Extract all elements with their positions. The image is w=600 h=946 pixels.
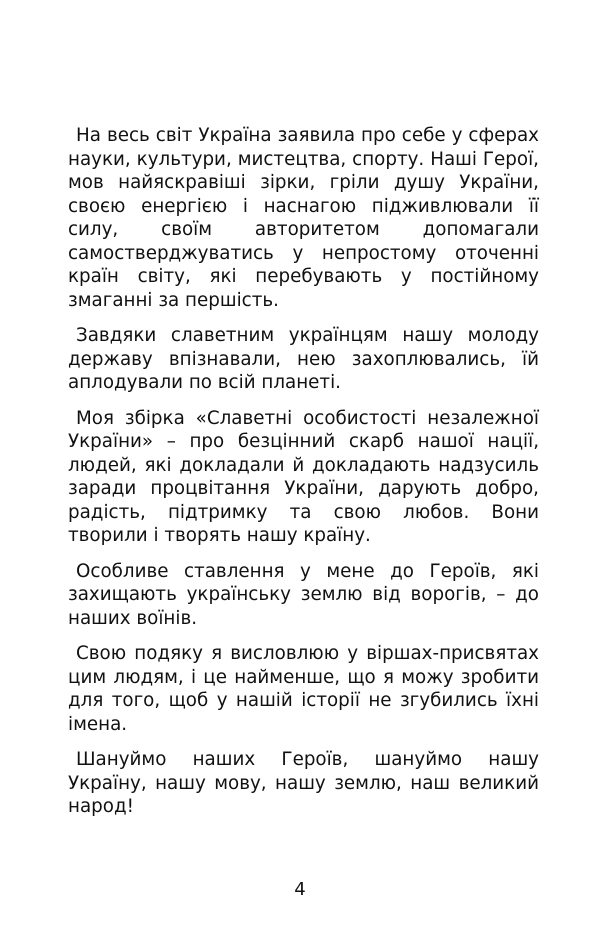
main-text <box>68 124 539 831</box>
paragraph-1: На весь світ Україна заявила про себе у сферах науки, культури, мистецтва, спорту. Наші Герої, мов найяскравіші зірки, гріли душу України, своєю енергією і наснагою підживлювали її силу, своїм авторитетом допомагали самостверджуватись у непростому оточенні країн світу, які перебувають у постійному змаганні за першість. <box>68 125 539 311</box>
paragraph-2: Завдяки славетним українцям нашу молоду державу впізнавали, нею захоплювались, їй аплодували по всій планеті. <box>68 325 539 393</box>
paragraph-6: Шануймо наших Героїв, шануймо нашу Україну, нашу мову, нашу землю, наш великий народ! <box>68 749 539 817</box>
paragraph-5: Свою подяку я висловлюю у віршах-присвятах цим людям, і це найменше, що я можу зробити для того, щоб у нашій історії не згубились їхні імена. <box>68 643 539 735</box>
page-number: 4 <box>294 879 306 900</box>
paragraph-3: Моя збірка «Славетні особистості незалежної України» – про безцінний скарб нашої нації, людей, які докладали й докладають надзусиль заради процвітання України, дарують добро, радість, підтримку та свою любов. Вони творили і творять нашу країну. <box>68 407 539 546</box>
paragraph-4: Особливе ставлення у мене до Героїв, які захищають українську землю від ворогів, – до наших воїнів. <box>68 560 539 629</box>
